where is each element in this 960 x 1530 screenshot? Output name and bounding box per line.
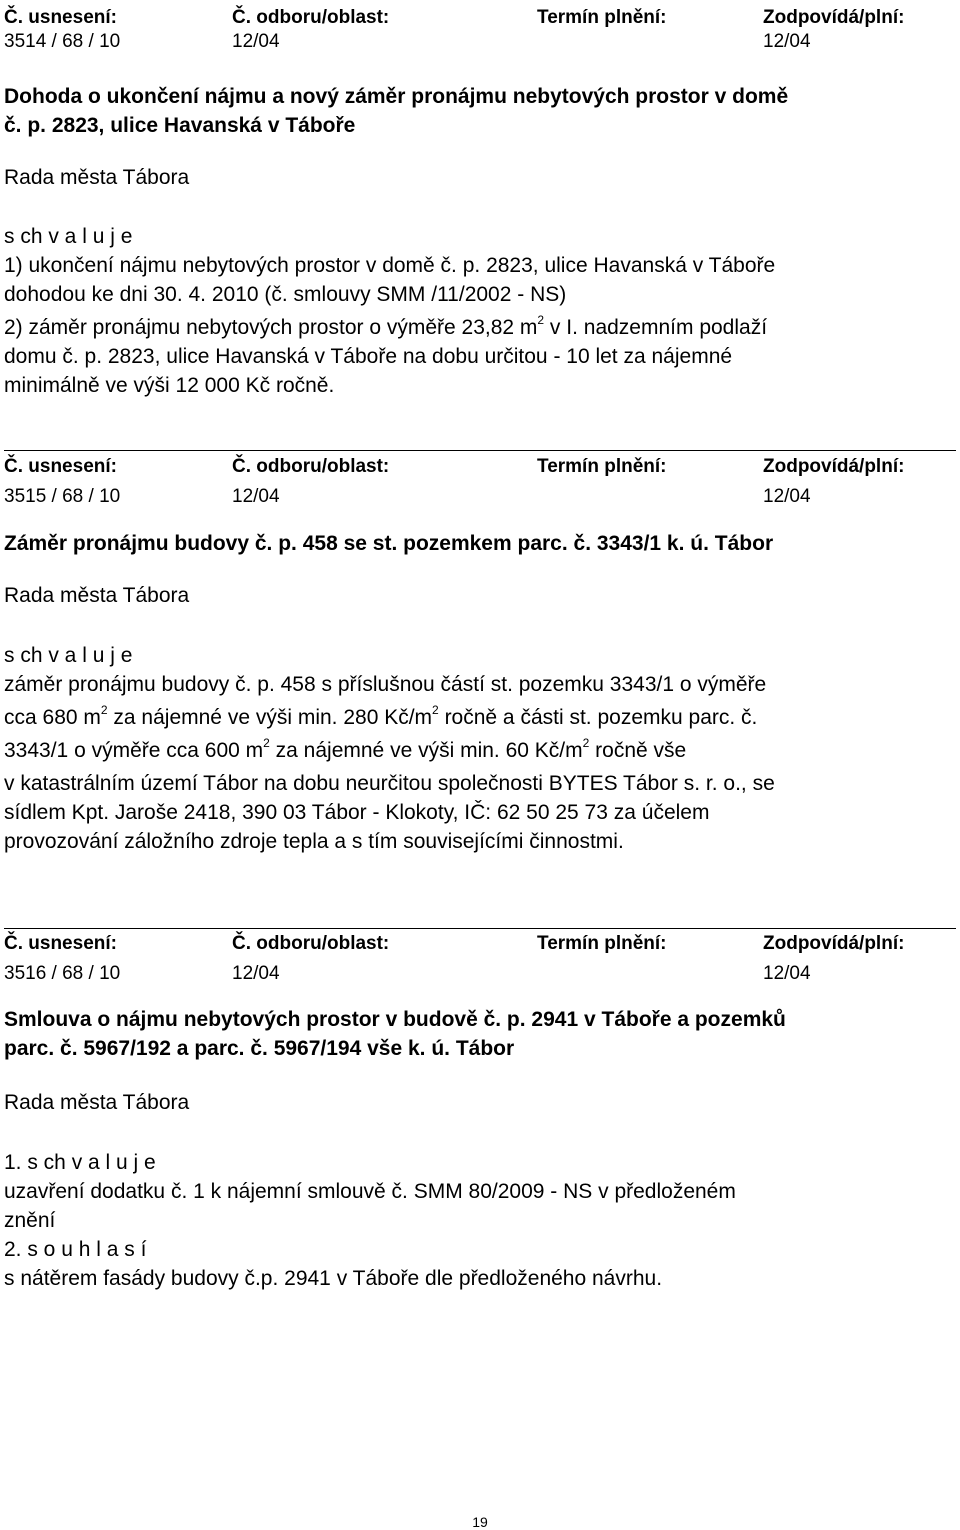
- body-line: 1) ukončení nájmu nebytových prostor v domě č. p. 2823, ulice Havanská v Táboře: [4, 254, 776, 277]
- body-line: dohodou ke dni 30. 4. 2010 (č. smlouvy SMM /11/2002 - NS): [4, 283, 567, 306]
- label-responsible: Zodpovídá/plní:: [763, 7, 905, 28]
- responsible-value: 12/04: [763, 963, 811, 984]
- council-name: Rada města Tábora: [4, 166, 190, 189]
- verb-agrees: 2. s o u h l a s í: [4, 1238, 147, 1261]
- label-deadline: Termín plnění:: [537, 933, 667, 954]
- department-value: 12/04: [232, 963, 280, 984]
- label-department: Č. odboru/oblast:: [232, 933, 390, 954]
- deadline-value: [537, 30, 763, 54]
- label-resolution-no: Č. usnesení:: [4, 933, 117, 954]
- body-line: znění: [4, 1209, 56, 1232]
- body-line: 3343/1 o výměře cca 600 $m^2$ za nájemné ve výši min. 60 $Kč/m^2$ ročně vše: [4, 736, 687, 762]
- body-line: provozování záložního zdroje tepla a s tím souvisejícími činnostmi.: [4, 830, 624, 853]
- page-number-text: 19: [472, 1514, 488, 1530]
- resolution-number: 3515 / 68 / 10: [4, 486, 121, 507]
- label-deadline: Termín plnění:: [537, 7, 667, 28]
- resolution-header: [4, 932, 956, 956]
- body-line: 2) záměr pronájmu nebytových prostor o výměře 23,82 $m^2$ v I. nadzemním podlaží: [4, 313, 768, 339]
- responsible-value: 12/04: [763, 486, 811, 507]
- resolution-body: [4, 670, 956, 856]
- resolution-title: [4, 82, 956, 140]
- label-resolution-no: Č. usnesení:: [4, 456, 117, 477]
- body-line: domu č. p. 2823, ulice Havanská v Táboře na dobu určitou - 10 let za nájemné: [4, 345, 733, 368]
- separator-line: [4, 450, 956, 451]
- verb-approves: s ch v a l u j e: [4, 644, 133, 667]
- resolution-body: [4, 251, 956, 400]
- department-value: 12/04: [232, 486, 280, 507]
- deadline-value: [537, 962, 763, 986]
- resolution-title: [4, 1005, 956, 1063]
- deadline-value: [537, 485, 763, 509]
- verb-approves: 1. s ch v a l u j e: [4, 1151, 156, 1174]
- resolution-values: [4, 30, 956, 54]
- resolution-body: [4, 1177, 956, 1235]
- resolution-values: [4, 962, 956, 986]
- label-department: Č. odboru/oblast:: [232, 7, 390, 28]
- resolution-number: 3514 / 68 / 10: [4, 31, 121, 52]
- body-line: v katastrálním území Tábor na dobu neurčitou společnosti BYTES Tábor s. r. o., se: [4, 772, 775, 795]
- body-line: sídlem Kpt. Jaroše 2418, 390 03 Tábor - Klokoty, IČ: 62 50 25 73 za účelem: [4, 801, 710, 824]
- department-value: 12/04: [232, 31, 280, 52]
- resolution-3514: [4, 6, 956, 54]
- title-line: č. p. 2823, ulice Havanská v Táboře: [4, 114, 356, 137]
- label-department: Č. odboru/oblast:: [232, 456, 390, 477]
- resolution-values: [4, 485, 956, 509]
- resolution-3515: [4, 455, 956, 509]
- label-responsible: Zodpovídá/plní:: [763, 933, 905, 954]
- page-number: [0, 1514, 960, 1530]
- body-line: záměr pronájmu budovy č. p. 458 s příslušnou částí st. pozemku 3343/1 o výměře: [4, 673, 767, 696]
- responsible-value: 12/04: [763, 31, 811, 52]
- title-line: Dohoda o ukončení nájmu a nový záměr pronájmu nebytových prostor v domě: [4, 85, 789, 108]
- title-line: Smlouva o nájmu nebytových prostor v budově č. p. 2941 v Táboře a pozemků: [4, 1008, 786, 1031]
- resolution-3516: [4, 932, 956, 986]
- council-name: Rada města Tábora: [4, 1091, 190, 1114]
- resolution-header: [4, 6, 956, 30]
- body-line: uzavření dodatku č. 1 k nájemní smlouvě č. SMM 80/2009 - NS v předloženém: [4, 1180, 736, 1203]
- resolution-number: 3516 / 68 / 10: [4, 963, 121, 984]
- verb-approves: s ch v a l u j e: [4, 225, 133, 248]
- label-responsible: Zodpovídá/plní:: [763, 456, 905, 477]
- title-line: parc. č. 5967/192 a parc. č. 5967/194 vše k. ú. Tábor: [4, 1037, 515, 1060]
- body-line: cca 680 $m^2$ za nájemné ve výši min. 280 $Kč/m^2$ ročně a části st. pozemku parc. č.: [4, 703, 758, 729]
- label-resolution-no: Č. usnesení:: [4, 7, 117, 28]
- council-name: Rada města Tábora: [4, 584, 190, 607]
- separator-line: [4, 928, 956, 929]
- body-line: minimálně ve výši 12 000 Kč ročně.: [4, 374, 335, 397]
- label-deadline: Termín plnění:: [537, 456, 667, 477]
- resolution-title: Záměr pronájmu budovy č. p. 458 se st. pozemkem parc. č. 3343/1 k. ú. Tábor: [4, 532, 774, 555]
- resolution-header: [4, 455, 956, 479]
- resolution-body: s nátěrem fasády budovy č.p. 2941 v Táboře dle předloženého návrhu.: [4, 1267, 663, 1290]
